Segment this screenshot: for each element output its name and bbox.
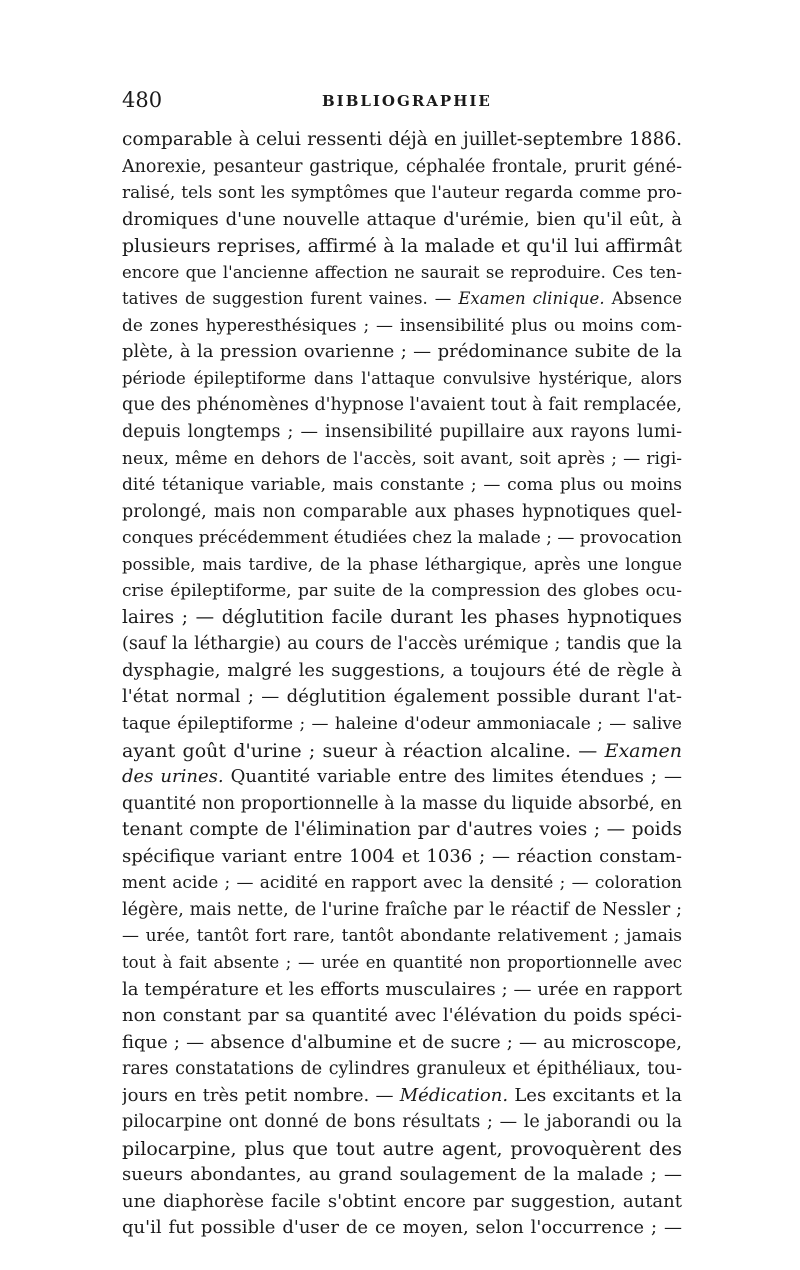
text-segment: Anorexie, pesanteur gastrique, céphalée frontale, prurit géné-	[122, 156, 682, 177]
text-segment: (sauf la léthargie) au cours de l'accès urémique ; tandis que la	[122, 634, 682, 655]
text-line	[122, 578, 682, 605]
text-segment: jours en très petit nombre. —	[122, 1084, 400, 1106]
text-segment: tenant compte de l'élimination par d'autres voies ; — poids	[122, 819, 682, 841]
text-segment: tout à fait absente ; — urée en quantité non proportionnelle avec	[122, 952, 682, 972]
text-line	[122, 923, 682, 950]
text-line	[122, 525, 682, 552]
text-line	[122, 1162, 682, 1189]
text-line	[122, 1109, 682, 1136]
text-line	[122, 605, 682, 632]
text-segment: comparable à celui ressenti déjà en juillet-septembre 1886.	[122, 129, 682, 150]
text-line	[122, 1030, 682, 1057]
text-segment: dysphagie, malgré les suggestions, a toujours été de règle à	[122, 659, 682, 681]
text-segment: la température et les efforts musculaires ; — urée en rapport	[122, 978, 682, 1000]
text-segment: une diaphorèse facile s'obtint encore par suggestion, autant	[122, 1190, 682, 1212]
text-line	[122, 844, 682, 871]
text-segment: Absence	[604, 289, 682, 309]
text-line	[122, 977, 682, 1004]
text-line	[122, 552, 682, 579]
text-line	[122, 366, 682, 393]
body-text	[122, 127, 682, 1242]
text-segment: plète, à la pression ovarienne ; — prédominance subite de la	[122, 341, 682, 363]
text-line	[122, 260, 682, 287]
text-line	[122, 764, 682, 791]
text-line	[122, 233, 682, 260]
text-segment: possible, mais tardive, de la phase léthargique, après une longue	[122, 554, 682, 574]
text-line	[122, 286, 682, 313]
text-line	[122, 472, 682, 499]
text-line	[122, 127, 682, 154]
text-segment: quantité non proportionnelle à la masse du liquide absorbé, en	[122, 793, 682, 814]
text-line	[122, 631, 682, 658]
text-segment: fique ; — absence d'albumine et de sucre ; — au microscope,	[122, 1031, 682, 1053]
text-segment: légère, mais nette, de l'urine fraîche par le réactif de Nessler ;	[122, 899, 682, 920]
text-segment: spécifique variant entre 1004 et 1036 ; — réaction constam-	[122, 845, 682, 867]
text-line	[122, 817, 682, 844]
text-segment: de zones hyperesthésiques ; — insensibilité plus ou moins com-	[122, 315, 682, 336]
text-line	[122, 419, 682, 446]
text-line	[122, 154, 682, 181]
italic-heading: Examen clinique.	[458, 289, 605, 309]
text-segment: pilocarpine, plus que tout autre agent, provoquèrent des	[122, 1137, 682, 1160]
text-segment: Quantité variable entre des limites étendues ; —	[223, 766, 682, 788]
text-line	[122, 1083, 682, 1110]
text-line	[122, 897, 682, 924]
text-line	[122, 950, 682, 977]
text-segment: l'état normal ; — déglutition également possible durant l'at-	[122, 686, 682, 708]
text-segment: sueurs abondantes, au grand soulagement de la malade ; —	[122, 1164, 682, 1186]
text-line	[122, 1136, 682, 1163]
text-segment: non constant par sa quantité avec l'élévation du poids spéci-	[122, 1005, 682, 1027]
text-segment: Les excitants et la	[508, 1084, 682, 1106]
text-segment: taque épileptiforme ; — haleine d'odeur ammoniacale ; — salive	[122, 714, 682, 735]
text-segment: ayant goût d'urine ; sueur à réaction alcaline. —	[122, 739, 605, 762]
text-segment: ralisé, tels sont les symptômes que l'auteur regarda comme pro-	[122, 183, 682, 204]
text-line	[122, 658, 682, 685]
text-segment: neux, même en dehors de l'accès, soit avant, soit après ; — rigi-	[122, 448, 682, 469]
text-segment: — urée, tantôt fort rare, tantôt abondante relativement ; jamais	[122, 926, 682, 947]
page-header	[122, 88, 682, 128]
text-line	[122, 313, 682, 340]
text-line	[122, 711, 682, 738]
text-segment: prolongé, mais non comparable aux phases hypnotiques quel-	[122, 501, 682, 522]
page-number: 480	[122, 88, 163, 112]
running-head: BIBLIOGRAPHIE	[322, 92, 492, 110]
text-segment: encore que l'ancienne affection ne saurait se reproduire. Ces ten-	[122, 262, 682, 282]
text-line	[122, 870, 682, 897]
text-segment: que des phénomènes d'hypnose l'avaient tout à fait remplacée,	[122, 395, 682, 416]
italic-heading: Médication.	[399, 1084, 509, 1106]
text-segment: qu'il fut possible d'user de ce moyen, selon l'occurrence ; —	[122, 1217, 682, 1239]
text-segment: depuis longtemps ; — insensibilité pupillaire aux rayons lumi-	[122, 422, 682, 443]
text-segment: tatives de suggestion furent vaines. —	[122, 289, 459, 309]
text-line	[122, 738, 682, 765]
text-line	[122, 684, 682, 711]
text-segment: crise épileptiforme, par suite de la compression des globes ocu-	[122, 581, 682, 602]
text-line	[122, 1003, 682, 1030]
text-line	[122, 180, 682, 207]
text-segment: dromiques d'une nouvelle attaque d'urémie, bien qu'il eût, à	[122, 208, 682, 230]
text-segment: laires ; — déglutition facile durant les phases hypnotiques	[122, 606, 682, 628]
text-segment: pilocarpine ont donné de bons résultats ; — le jaborandi ou la	[122, 1112, 682, 1133]
text-segment: période épileptiforme dans l'attaque convulsive hystérique, alors	[122, 368, 682, 388]
text-segment: rares constatations de cylindres granuleux et épithéliaux, tou-	[122, 1059, 682, 1080]
text-line	[122, 446, 682, 473]
text-segment: ment acide ; — acidité en rapport avec la densité ; — coloration	[122, 873, 682, 894]
text-line	[122, 1056, 682, 1083]
text-line	[122, 1215, 682, 1242]
text-line	[122, 499, 682, 526]
text-segment: conques précédemment étudiées chez la malade ; — provocation	[122, 528, 682, 549]
text-line	[122, 392, 682, 419]
text-segment: dité tétanique variable, mais constante ; — coma plus ou moins	[122, 475, 682, 496]
text-line	[122, 207, 682, 234]
italic-heading: des urines.	[122, 766, 224, 788]
text-line	[122, 1189, 682, 1216]
text-line	[122, 339, 682, 366]
text-line	[122, 791, 682, 818]
italic-heading: Examen	[604, 739, 682, 762]
text-segment: plusieurs reprises, affirmé à la malade et qu'il lui affirmât	[122, 235, 682, 258]
